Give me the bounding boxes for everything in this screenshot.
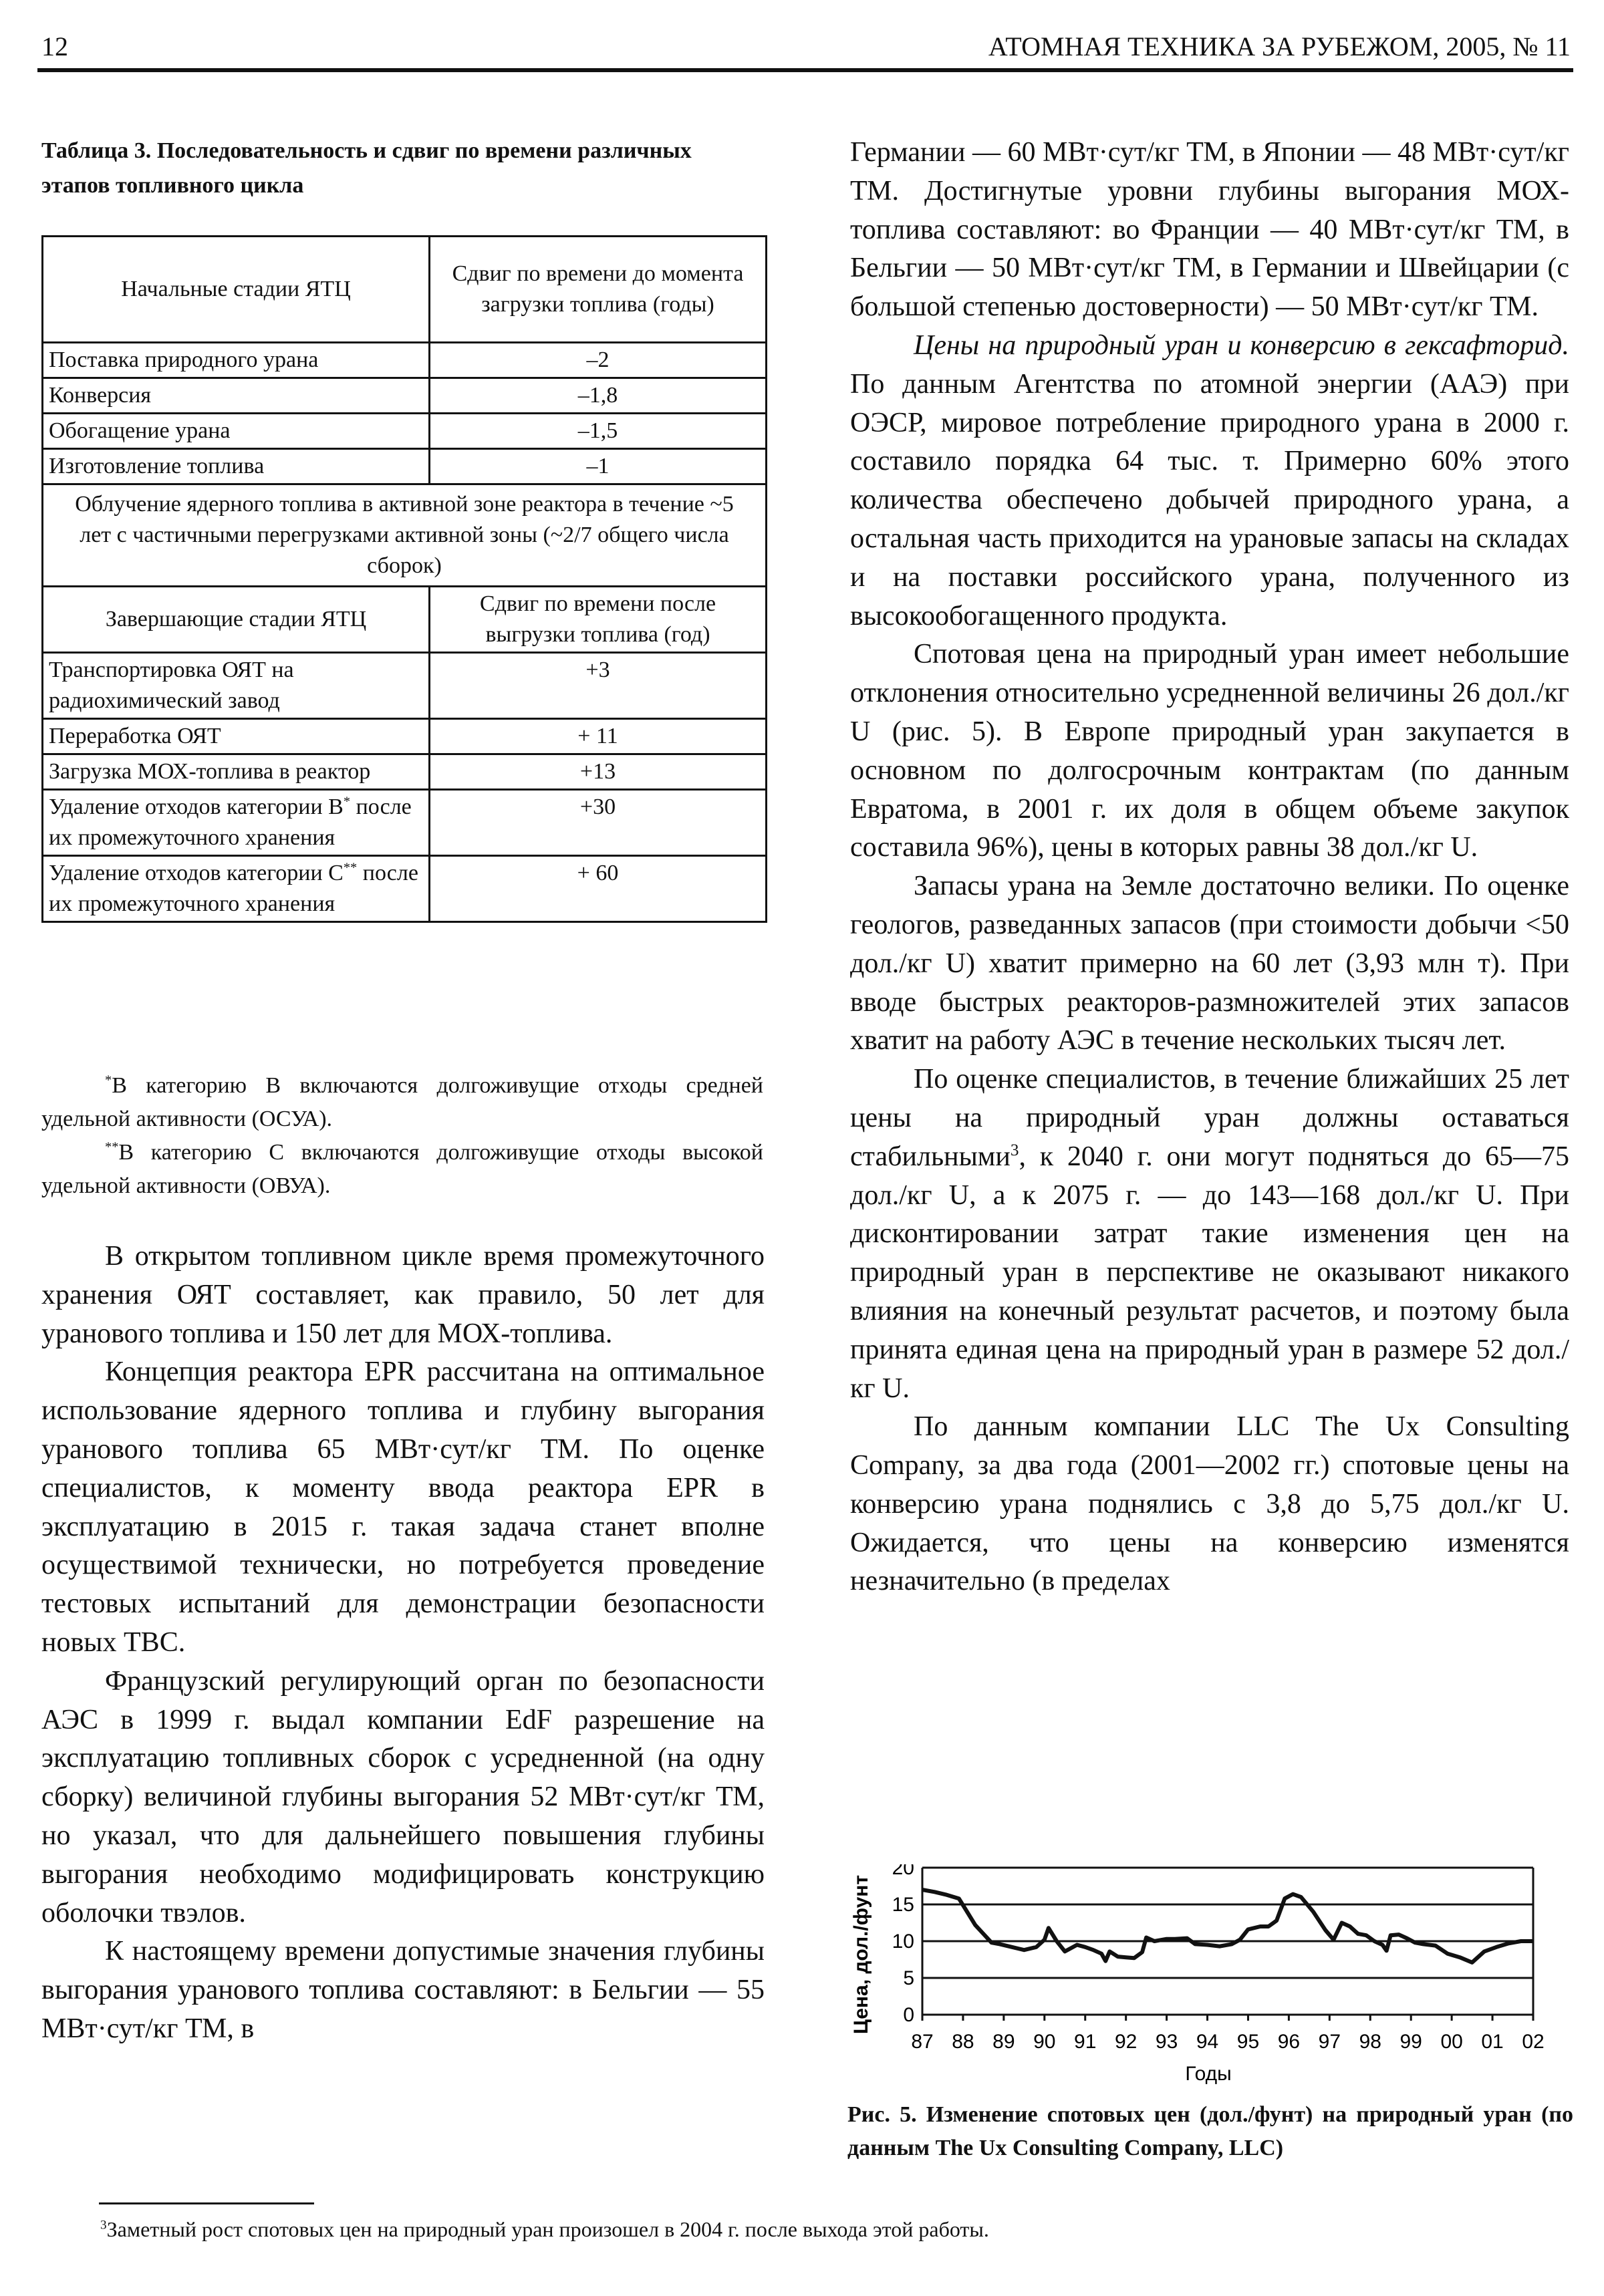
footnote: $^3$Заметный рост спотовых цен на природный уран произошел в 2004 г. после выхода этой работы. xyxy=(100,2217,989,2241)
table-row xyxy=(43,378,767,414)
left-column-body xyxy=(41,1238,765,2049)
svg-text:90: 90 xyxy=(1033,2031,1056,2053)
table-row xyxy=(43,790,767,856)
section-heading-inline: Цены на природный уран и конверсию в гексафторид. xyxy=(914,329,1569,361)
table-row xyxy=(43,414,767,449)
svg-text:99: 99 xyxy=(1399,2031,1422,2053)
shift-cell: +13 xyxy=(430,754,767,790)
stage-cell: Удаление отходов категории С** после их промежуточного хранения xyxy=(43,856,430,922)
price-line xyxy=(922,1890,1533,1963)
svg-text:94: 94 xyxy=(1196,2031,1219,2053)
paragraph: В открытом топливном цикле время промежуточного хранения ОЯТ составляет, как правило, 50 лет для уранового топлива и 150 лет для МОХ-топлива. xyxy=(41,1241,765,1349)
table-header-row xyxy=(43,587,767,653)
header-front-stage: Начальные стадии ЯТЦ xyxy=(43,237,430,343)
paragraph: Французский регулирующий орган по безопасности АЭС в 1999 г. выдал компании EdF разрешение на эксплуатацию топливных сборок с усредненной (на одну сборку) величиной глубины выгорания 52 МВт·сут/кг ТМ, но указал, что для дальнейшего повышения глубины выгорания необходимо модифицировать конструкцию оболочки твэлов. xyxy=(41,1665,765,1928)
footnote-marker: * xyxy=(343,794,351,809)
table-caption: Таблица 3. Последовательность и сдвиг по времени различных этапов топливного цикла xyxy=(41,138,692,198)
x-axis-label: Годы xyxy=(1185,2063,1232,2085)
y-axis-label: Цена, дол./фунт xyxy=(850,1874,872,2035)
svg-text:97: 97 xyxy=(1318,2031,1341,2053)
table-note: **В категорию С включаются долгоживущие отходы высокой удельной активности (ОВУА). xyxy=(41,1139,763,1198)
svg-text:02: 02 xyxy=(1522,2031,1545,2053)
paragraph: По оценке специалистов, в течение ближайших 25 лет цены на природный уран должны оставаться стабильными$^3$, к 2040 г. они могут подняться до 65—75 дол./кг U, а к 2075 г. — до 143—168 дол./кг U. При дисконтировании затрат такие изменения цен на природный уран в перспективе не оказывают никакого влияния на конечный результат расчетов, и поэтому была принята единая цена на природный уран в размере 52 дол./кг U. xyxy=(850,1064,1569,1404)
svg-text:89: 89 xyxy=(992,2031,1015,2053)
paragraph: Германии — 60 МВт·сут/кг ТМ, в Японии — 48 МВт·сут/кг ТМ. Достигнутые уровни глубины выгорания МОХ-топлива составляют: во Франции — 40 МВт·сут/кг ТМ, в Бельгии — 50 МВт·сут/кг ТМ, в Германии и Швейцарии (с большой степенью достоверности) — 50 МВт·сут/кг ТМ. xyxy=(850,137,1569,323)
stage-cell: Переработка ОЯТ xyxy=(43,719,430,754)
svg-text:91: 91 xyxy=(1074,2031,1097,2053)
svg-text:20: 20 xyxy=(892,1864,914,1879)
line-chart xyxy=(843,1864,1579,2092)
stage-cell: Поставка природного урана xyxy=(43,343,430,378)
paragraph: Запасы урана на Земле достаточно велики. По оценке геологов, разведанных запасов (при стоимости добычи <50 дол./кг U) хватит примерно на 60 лет (3,93 млн т). При вводе быстрых реакторов-размножителей этих запасов хватит на работу АЭС в течение нескольких тысяч лет. xyxy=(850,871,1569,1056)
header-back-stage: Завершающие стадии ЯТЦ xyxy=(43,587,430,653)
page-number: 12 xyxy=(41,31,68,61)
irradiation-cell: Облучение ядерного топлива в активной зоне реактора в течение ~5 лет с частичными перегрузками активной зоны (~2/7 общего числа сборок) xyxy=(43,484,767,587)
right-column-body xyxy=(850,134,1569,1601)
table-row xyxy=(43,856,767,922)
journal-title: АТОМНАЯ ТЕХНИКА ЗА РУБЕЖОМ, 2005, № 11 xyxy=(988,31,1571,61)
svg-text:93: 93 xyxy=(1155,2031,1178,2053)
svg-text:96: 96 xyxy=(1277,2031,1301,2053)
shift-cell: +30 xyxy=(430,790,767,856)
table-note: *В категорию В включаются долгоживущие отходы средней удельной активности (ОСУА). xyxy=(41,1072,763,1131)
footnote-ref: 3 xyxy=(1010,1141,1019,1159)
paragraph: По данным компании LLC The Ux Consulting Company, за два года (2001—2002 гг.) спотовые цены на конверсию урана поднялись с 3,8 до 5,75 дол./кг U. Ожидается, что цены на конверсию изменятся незначительно (в пределах xyxy=(850,1411,1569,1597)
header-front-shift: Сдвиг по времени до момента загрузки топлива (годы) xyxy=(430,237,767,343)
shift-cell: + 11 xyxy=(430,719,767,754)
irradiation-row xyxy=(43,484,767,587)
page-header xyxy=(40,31,1571,71)
paragraph: Спотовая цена на природный уран имеет небольшие отклонения относительно усредненной величины 26 дол./кг U (рис. 5). В Европе природный уран закупается в основном по долгосрочным контрактам (по данным Евратома, в 2001 г. их доля в общем объеме закупок составила 96%), цены в которых равны 38 дол./кг U. xyxy=(850,639,1569,863)
stage-cell: Обогащение урана xyxy=(43,414,430,449)
header-back-shift: Сдвиг по времени после выгрузки топлива (год) xyxy=(430,587,767,653)
svg-text:15: 15 xyxy=(892,1894,914,1916)
x-tick-labels xyxy=(911,2031,1544,2053)
svg-text:01: 01 xyxy=(1481,2031,1504,2053)
shift-cell: –2 xyxy=(430,343,767,378)
svg-text:10: 10 xyxy=(892,1930,914,1953)
table-row xyxy=(43,653,767,719)
stage-cell: Конверсия xyxy=(43,378,430,414)
paragraph: Концепция реактора EPR рассчитана на оптимальное использование ядерного топлива и глубину выгорания уранового топлива 65 МВт·сут/кг ТМ. По оценке специалистов, к моменту ввода реактора EPR в эксплуатацию в 2015 г. такая задача станет вполне осуществимой технически, но потребуется проведение тестовых испытаний для демонстрации безопасности новых ТВС. xyxy=(41,1356,765,1658)
svg-text:0: 0 xyxy=(903,2004,914,2026)
table-row xyxy=(43,449,767,484)
chart-grid xyxy=(922,1868,1533,2015)
svg-text:95: 95 xyxy=(1236,2031,1260,2053)
stage-cell: Удаление отходов категории В* после их промежуточного хранения xyxy=(43,790,430,856)
fuel-cycle-table xyxy=(41,235,767,923)
svg-text:5: 5 xyxy=(903,1967,914,1989)
table-row xyxy=(43,343,767,378)
uranium-price-chart xyxy=(843,1864,1579,2092)
figure-caption: Рис. 5. Изменение спотовых цен (дол./фунт) на природный уран (по данным The Ux Consulting Company, LLC) xyxy=(847,2102,1573,2160)
paragraph: Цены на природный уран и конверсию в гексафторид. По данным Агентства по атомной энергии (ААЭ) при ОЭСР, мировое потребление природного урана в 2000 г. составило порядка 64 тыс. т. Примерно 60% этого количества обеспечено добычей природного урана, а остальная часть приходится на урановые запасы на складах и на поставки российского урана, полученного из высокообогащенного продукта. xyxy=(850,329,1569,631)
stage-cell: Изготовление топлива xyxy=(43,449,430,484)
footnote-marker: ** xyxy=(343,860,358,875)
shift-cell: –1,8 xyxy=(430,378,767,414)
shift-cell: –1,5 xyxy=(430,414,767,449)
stage-cell: Транспортировка ОЯТ на радиохимический завод xyxy=(43,653,430,719)
svg-text:98: 98 xyxy=(1359,2031,1381,2053)
stage-cell: Загрузка МОХ-топлива в реактор xyxy=(43,754,430,790)
y-tick-labels xyxy=(892,1864,914,2026)
shift-cell: –1 xyxy=(430,449,767,484)
table-notes xyxy=(41,1069,763,1203)
footnote-rule xyxy=(99,2202,314,2204)
svg-text:88: 88 xyxy=(952,2031,974,2053)
svg-text:00: 00 xyxy=(1440,2031,1463,2053)
svg-text:87: 87 xyxy=(911,2031,934,2053)
table-row xyxy=(43,719,767,754)
shift-cell: + 60 xyxy=(430,856,767,922)
svg-text:92: 92 xyxy=(1114,2031,1138,2053)
shift-cell: +3 xyxy=(430,653,767,719)
table-header-row xyxy=(43,237,767,343)
paragraph: К настоящему времени допустимые значения глубины выгорания уранового топлива составляют: в Бельгии — 55 МВт·сут/кг ТМ, в xyxy=(41,1936,765,2044)
table-row xyxy=(43,754,767,790)
header-rule xyxy=(37,68,1573,72)
